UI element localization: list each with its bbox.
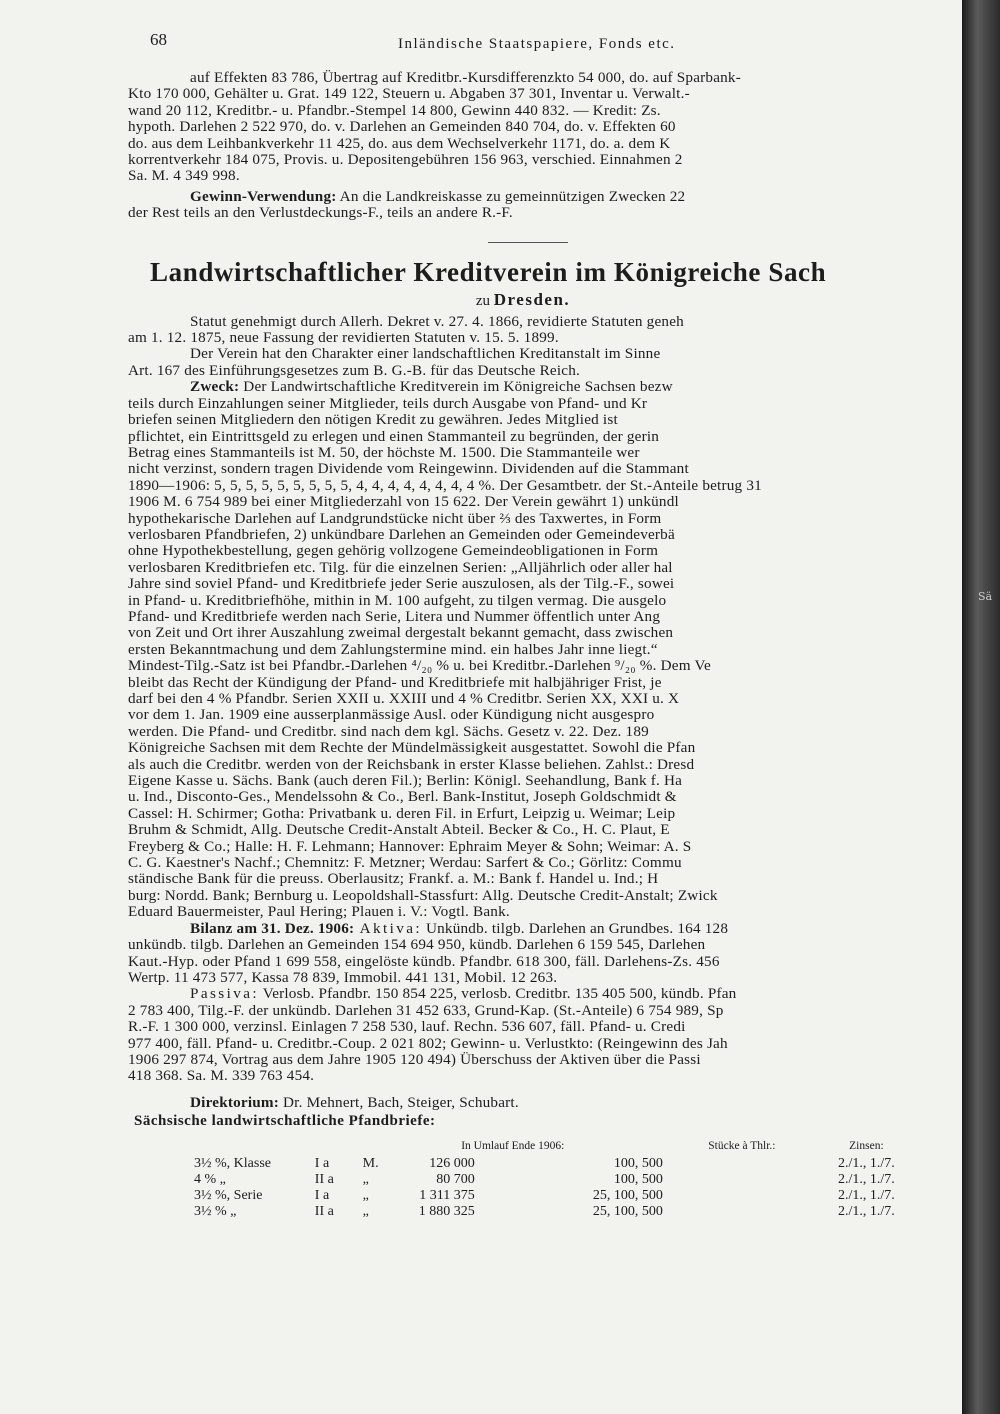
text-line: u. Ind., Disconto-Ges., Mendelssohn & Co., Berl. Bank-Institut, Joseph Goldschmidt &: [128, 789, 677, 806]
page-content: [128, 22, 918, 1220]
text-line: Verlosb. Pfandbr. 150 854 225, verlosb. Creditbr. 135 405 500, kündb. Pfan: [258, 986, 737, 1003]
cell-stuecke: 25, 100, 500: [592, 1188, 663, 1204]
text-line: verlosbaren Pfandbriefen, 2) unkündbare Darlehen an Gemeinden oder Gemeindeverbä: [128, 526, 675, 543]
column-header-stuecke: Stücke à Thlr.:: [708, 1140, 776, 1153]
text-line: Kaut.-Hyp. oder Pfand 1 699 558, eingelöste kündb. Pfandbr. 618 300, fäll. Darlehens-Zs. 456: [128, 953, 720, 970]
text-line: 1890—1906: 5, 5, 5, 5, 5, 5, 5, 5, 5, 4, 4, 4, 4, 4, 4, 4, 4 %. Der Gesamtbetr. der St.-Anteile betrug 31: [128, 477, 762, 494]
cell-rate: 3½ %, Klasse: [194, 1156, 271, 1172]
cell-zinsen: 2./1., 1./7.: [838, 1172, 895, 1188]
cell-currency: „: [362, 1188, 369, 1204]
section-title: Landwirtschaftlicher Kreditverein im Königreiche Sach: [150, 256, 827, 287]
text-line: Unkündb. tilgb. Darlehen an Grundbes. 164 128: [421, 920, 729, 937]
cell-class: I a: [314, 1188, 330, 1204]
text-line: Eduard Bauermeister, Paul Hering; Plauen i. V.: Vogtl. Bank.: [128, 904, 510, 921]
cell-amount: 1 311 375: [419, 1188, 475, 1204]
table-row: [188, 1172, 918, 1188]
text-line: vor dem 1. Jan. 1909 eine ausserplanmässige Ausl. oder Kündigung nicht ausgespro: [128, 707, 655, 724]
text-line: Mindest-Tilg.-Satz ist bei Pfandbr.-Darlehen ⁴/₂₀ % u. bei Kreditbr.-Darlehen ⁹/₂₀ %. Dem Ve: [128, 658, 711, 675]
text-line: bleibt das Recht der Kündigung der Pfand- und Kreditbriefe mit halbjähriger Frist, je: [128, 674, 662, 691]
facing-page-fragment: Sä: [978, 590, 993, 603]
text-line: hypoth. Darlehen 2 522 970, do. v. Darlehen an Gemeinden 840 704, do. v. Effekten 60: [128, 119, 676, 136]
text-line: 977 400, fäll. Pfand- u. Creditbr.-Coup. 2 021 802; Gewinn- u. Verlustkto: (Reingewinn des Jah: [128, 1035, 728, 1052]
text-line: darf bei den 4 % Pfandbr. Serien XXII u. XXIII und 4 % Creditbr. Serien XX, XXI u. X: [128, 691, 680, 707]
cell-amount: 80 700: [436, 1172, 475, 1188]
text-line: An die Landkreiskasse zu gemeinnützigen Zwecken 22: [336, 188, 686, 205]
cell-class: I a: [314, 1156, 330, 1172]
text-line: 2 783 400, Tilg.-F. der unkündb. Darlehen 31 452 633, Grund-Kap. (St.-Anteile) 6 754 989, Sp: [128, 1002, 724, 1019]
text-line: der Rest teils an den Verlustdeckungs-F., teils an andere R.-F.: [128, 205, 513, 222]
cell-zinsen: 2./1., 1./7.: [838, 1188, 895, 1204]
text-line: ohne Hypothekbestellung, gegen gehörig vollzogene Gemeindeobligationen in Form: [128, 543, 659, 560]
zweck-block: [128, 379, 918, 920]
passiva-label: Passiva:: [190, 986, 259, 1003]
text-line: Jahre sind soviel Pfand- und Kreditbriefe jeder Serie auszulosen, als der Tilg.-F., sowei: [128, 576, 675, 593]
direktorium-label: Direktorium:: [190, 1094, 280, 1111]
cell-rate: 3½ % „: [194, 1204, 237, 1220]
facing-page-edge: [962, 0, 1000, 1414]
text-line: Betrag eines Stammanteils ist M. 50, der höchste M. 1500. Die Stammanteile wer: [128, 444, 640, 461]
pfandbriefe-table: [188, 1140, 918, 1220]
text-line: Bruhm & Schmidt, Allg. Deutsche Credit-Anstalt Abteil. Becker & Co., H. C. Plaut, E: [128, 822, 670, 839]
text-line: do. aus dem Leihbankverkehr 11 425, do. aus dem Wechselverkehr 1171, do. a. dem K: [128, 135, 671, 152]
table-row: [188, 1188, 918, 1204]
text-line: Eigene Kasse u. Sächs. Bank (auch deren Fil.); Berlin: Königl. Seehandlung, Bank f. Ha: [128, 773, 683, 790]
direktorium-block: [128, 1095, 918, 1111]
text-line: werden. Die Pfand- und Creditbr. sind nach dem kgl. Sächs. Gesetz v. 22. Dez. 189: [128, 723, 649, 740]
text-line: Art. 167 des Einführungsgesetzes zum B. G.-B. für das Deutsche Reich.: [128, 362, 581, 379]
text-line: 418 368. Sa. M. 339 763 454.: [128, 1068, 315, 1085]
gewinn-label: Gewinn-Verwendung:: [190, 188, 337, 205]
cell-currency: M.: [362, 1156, 379, 1172]
cell-rate: 4 % „: [194, 1172, 226, 1188]
running-header: [128, 22, 918, 58]
charakter-block: [128, 346, 918, 379]
text-line: Statut genehmigt durch Allerh. Dekret v. 27. 4. 1866, revidierte Statuten geneh: [190, 313, 684, 330]
bilanz-label: Bilanz am 31. Dez. 1906:: [190, 920, 355, 937]
pfandbriefe-title: Sächsische landwirtschaftliche Pfandbriefe:: [134, 1113, 436, 1130]
continuation-block: [128, 70, 918, 185]
text-line: korrentverkehr 184 075, Provis. u. Depositengebühren 156 963, verschied. Einnahmen 2: [128, 152, 683, 169]
page-number: 68: [150, 30, 167, 49]
running-title: Inländische Staatspapiere, Fonds etc.: [398, 36, 676, 52]
table-header-row: [188, 1140, 918, 1156]
cell-currency: „: [362, 1204, 369, 1220]
text-line: C. G. Kaestner's Nachf.; Chemnitz: F. Metzner; Werdau: Sarfert & Co.; Görlitz: Commu: [128, 855, 682, 872]
direktorium-names: Dr. Mehnert, Bach, Steiger, Schubart.: [279, 1094, 519, 1111]
text-line: von Zeit und Ort ihrer Auszahlung zweimal dergestalt bekannt gemacht, dass zwischen: [128, 625, 674, 642]
text-line: pflichtet, ein Eintrittsgeld zu erlegen und einen Stammanteil zu begründen, der gerin: [128, 428, 660, 445]
aktiva-label: Aktiva:: [354, 920, 422, 937]
zweck-label: Zweck:: [190, 379, 240, 396]
text-line: R.-F. 1 300 000, verzinsl. Einlagen 7 258 530, lauf. Rechn. 536 607, fäll. Pfand- u. Credi: [128, 1019, 686, 1036]
text-line: in Pfand- u. Kreditbriefhöhe, mithin in M. 100 aufgeht, zu tilgen vermag. Die ausgelo: [128, 592, 667, 609]
text-line: teils durch Einzahlungen seiner Mitglieder, teils durch Ausgabe von Pfand- und Kr: [128, 395, 648, 412]
cell-zinsen: 2./1., 1./7.: [838, 1204, 895, 1220]
text-line: als auch die Creditbr. werden von der Reichsbank in erster Klasse beliehen. Zahlst.: Dresd: [128, 756, 695, 773]
text-line: burg: Nordd. Bank; Bernburg u. Leopoldshall-Stassfurt: Allg. Deutsche Credit-Anstalt; Zwick: [128, 887, 718, 904]
subtitle-city: Dresden.: [493, 289, 571, 309]
text-line: verlosbaren Kreditbriefen etc. Tilg. für die einzelnen Serien: „Alljährlich oder aller hal: [128, 559, 673, 576]
text-line: auf Effekten 83 786, Übertrag auf Kreditbr.-Kursdifferenzkto 54 000, do. auf Sparbank-: [190, 70, 741, 86]
column-header-zinsen: Zinsen:: [849, 1140, 884, 1153]
cell-rate: 3½ %, Serie: [194, 1188, 263, 1204]
text-line: Kto 170 000, Gehälter u. Grat. 149 122, Steuern u. Abgaben 37 301, Inventar u. Verwalt.-: [128, 86, 690, 103]
cell-amount: 1 880 325: [418, 1204, 475, 1220]
gewinn-verwendung: [128, 189, 918, 222]
text-line: ersten Bekanntmachung und dem Zahlungstermine mind. ein halbes Jahr inne liegt.“: [128, 641, 658, 658]
cell-currency: „: [362, 1172, 369, 1188]
text-line: Freyberg & Co.; Halle: H. F. Lehmann; Hannover: Ephraim Meyer & Sohn; Weimar: A. S: [128, 838, 692, 855]
cell-stuecke: 100, 500: [613, 1172, 663, 1188]
table-row: [188, 1156, 918, 1172]
cell-amount: 126 000: [429, 1156, 475, 1172]
cell-class: II a: [314, 1172, 334, 1188]
bilanz-block: [128, 921, 918, 1085]
text-line: Der Landwirtschaftliche Kreditverein im Königreiche Sachsen bezw: [239, 379, 673, 396]
text-line: Pfand- und Kreditbriefe werden nach Serie, Litera und Nummer öffentlich unter Ang: [128, 608, 661, 625]
text-line: nicht verzinst, sondern tragen Dividende vom Reingewinn. Dividenden auf die Stammant: [128, 461, 689, 478]
text-line: Wertp. 11 473 577, Kassa 78 839, Immobil. 441 131, Mobil. 12 263.: [128, 969, 558, 986]
cell-stuecke: 100, 500: [613, 1156, 663, 1172]
text-line: wand 20 112, Kreditbr.- u. Pfandbr.-Stempel 14 800, Gewinn 440 832. — Kredit: Zs.: [128, 102, 661, 119]
section-divider: [488, 242, 568, 243]
text-line: unkündb. tilgb. Darlehen an Gemeinden 154 694 950, kündb. Darlehen 6 159 545, Darlehen: [128, 937, 706, 954]
text-line: 1906 M. 6 754 989 bei einer Mitgliederzahl von 15 622. Der Verein gewährt 1) unkündl: [128, 494, 679, 511]
section-subtitle: [128, 290, 918, 310]
column-header-umlauf: In Umlauf Ende 1906:: [461, 1140, 565, 1153]
text-line: am 1. 12. 1875, neue Fassung der revidierten Statuten v. 15. 5. 1899.: [128, 330, 559, 347]
text-line: Königreiche Sachsen mit dem Rechte der Mündelmässigkeit ausgestattet. Sowohl die Pfan: [128, 740, 696, 757]
text-line: 1906 297 874, Vortrag aus dem Jahre 1905 120 494) Überschuss der Aktiven über die Passi: [128, 1051, 701, 1068]
subtitle-prefix: zu: [475, 292, 491, 309]
text-line: Sa. M. 4 349 998.: [128, 168, 240, 185]
text-line: briefen seinen Mitgliedern den nötigen Kredit zu gewähren. Jedes Mitglied ist: [128, 412, 618, 429]
statut-block: [128, 314, 918, 347]
text-line: Der Verein hat den Charakter einer landschaftlichen Kreditanstalt im Sinne: [190, 346, 661, 363]
text-line: hypothekarische Darlehen auf Landgrundstücke nicht über ⅔ des Taxwertes, in Form: [128, 510, 662, 527]
cell-stuecke: 25, 100, 500: [592, 1204, 663, 1220]
cell-class: II a: [314, 1204, 334, 1220]
table-row: [188, 1204, 918, 1220]
text-line: Cassel: H. Schirmer; Gotha: Privatbank u. deren Fil. in Erfurt, Leipzig u. Weimar; Leip: [128, 805, 676, 822]
cell-zinsen: 2./1., 1./7.: [838, 1156, 895, 1172]
text-line: ständische Bank für die preuss. Oberlausitz; Frankf. a. M.: Bank f. Handel u. Ind.; H: [128, 871, 659, 888]
